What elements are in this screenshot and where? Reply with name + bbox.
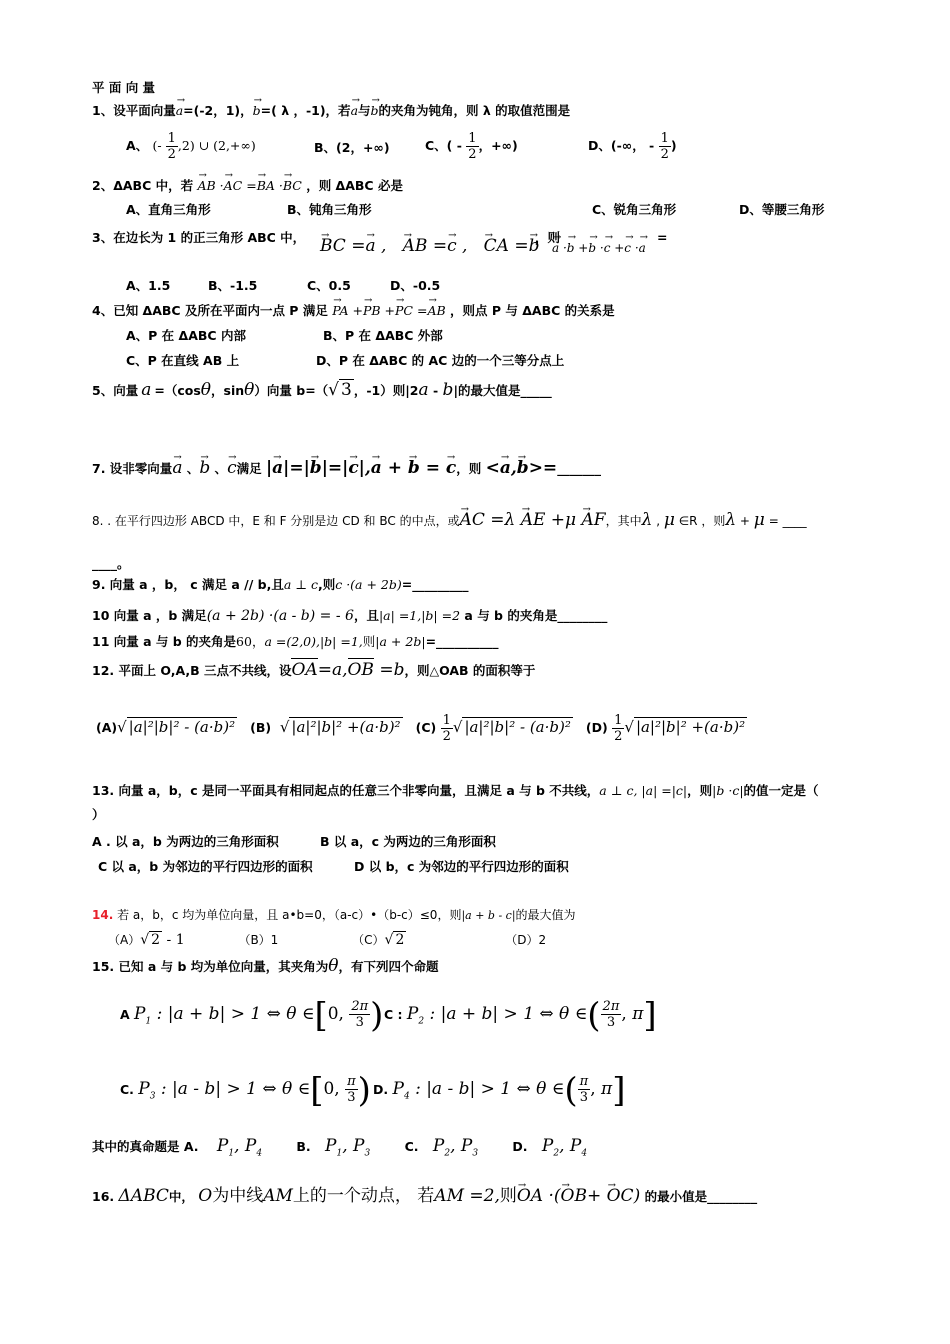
q11-text-end: =__________ [425,634,499,649]
question-10: 10 向量 a ，b 满足(a + 2b) ·(a - b) = - 6，且|a| =1,|b| =2 a 与 b 的夹角是________ [92,608,608,624]
q1-opt-d-label: D、(-∞， [588,138,645,153]
q1-opt-d-end: ) [670,138,677,153]
q14-opt-a: （A） [108,933,141,947]
q1-opt-a-formula: (- $\frac{1}{2}$ ,2) ∪ (2,+∞) [152,131,256,162]
q14-text: 若 a，b，c 均为单位向量，且 a•b=0，（a-c）•（b-c）≤0，则 [117,908,462,922]
q15-label-3: C. [120,1082,134,1097]
q13-text-end: 的值一定是（ [743,783,819,798]
q14-opt-b: （B）1 [238,933,279,947]
q7-text-d: _______ [557,461,601,476]
q2-option-c: C、锐角三角形 [592,202,677,217]
q1-option-d: D、(-∞， - $\frac{1}{2}$ ) [588,131,677,162]
q4-text: 4、已知 ΔABC 及所在平面内一点 P 满足 [92,303,328,318]
question-3: 3、在边长为 1 的正三角形 ABC 中， [92,230,306,245]
q13-continuation: ） [92,807,105,822]
question-12: 12. 平面上 O,A,B 三点不共线，设OA=a,OB =b，则△OAB 的面积等于 [92,660,536,680]
q3-then: ，则 [535,230,561,245]
q2-option-d: D、等腰三角形 [739,202,825,217]
question-9: 9. 向量 a ，b， c 满足 a // b,且a ⊥ c,则c ·(a + 2b)=_________ [92,577,469,592]
q15-answer-d: D. [512,1139,528,1154]
q4-option-d: D、P 在 ΔABC 的 AC 边的一个三等分点上 [316,353,565,368]
q5-text-a: 5、向量 [92,383,139,398]
question-4 [92,303,615,319]
q5-text-e: ，-1）则|2 [353,383,419,398]
q13-text: 13. 向量 a，b，c 是同一平面具有相同起点的任意三个非零向量，且满足 a 与 b 不共线， [92,783,600,798]
q2-formula: → AB ·→ AC =→ BA ·→ BC [197,178,301,193]
q2-text-end: ，则 ΔABC 必是 [306,178,403,193]
q16-text-e: 的最小值是________ [644,1189,758,1204]
q15-text-end: ，有下列四个命题 [338,959,439,974]
q14-text-end: 的最大值为 [515,908,576,922]
page-title: 平 面 向 量 [92,80,156,95]
question-14: 14. 若 a，b，c 均为单位向量，且 a•b=0，（a-c）•（b-c）≤0，则|a + b - c|的最大值为 [92,908,576,922]
q12-label-b: (B) [250,720,272,735]
question-1 [92,103,570,119]
q3-option-b: B、-1.5 [208,278,258,293]
q7-text-b: 满足 [236,461,262,476]
vector-a-symbol: → a [351,103,358,119]
q12-text: 12. 平面上 O,A,B 三点不共线，设 [92,663,292,678]
q1-option-b: B、(2，+∞) [314,140,390,155]
q1-option-c: C、( - $\frac{1}{2}$ ，+∞) [425,131,518,162]
q10-text-end: a 与 b 的夹角是________ [464,608,608,623]
q15-text: 15. 已知 a 与 b 均为单位向量，其夹角为 [92,959,329,974]
q15-proposition-2: C : $P_2$ : |a + b| > 1 ⇔ θ ∈( $\frac{2\pi}{3}$ , π] [384,995,657,1036]
q10-then: ，且 [353,608,379,623]
q2-text: 2、ΔABC 中，若 [92,178,194,193]
q1-text-b: =(-2，1)， [183,103,253,118]
q1-opt-a-label: A、 [126,138,149,153]
q12-label-a: (A) [96,720,118,735]
q4-option-c: C、P 在直线 AB 上 [126,353,240,368]
q7-text-a: 7. 设非零向量 [92,461,173,476]
q1-option-a [126,131,256,162]
q9-text-end: =_________ [401,577,469,592]
q1-text-c: =( λ ，-1)，若 [260,103,351,118]
q13-option-a: A . 以 a，b 为两边的三角形面积 [92,834,279,849]
q13-option-d: D 以 b，c 为邻边的平行四边形的面积 [354,859,569,874]
question-13: 13. 向量 a，b，c 是同一平面具有相同起点的任意三个非零向量，且满足 a 与 b 不共线，a ⊥ c, |a| =|c|，则|b ·c|的值一定是（ [92,783,819,798]
question-5: 5、向量 a =（cosθ，sinθ）向量 b=（√ 3 ，-1）则|2a - b|的最大值是_____ [92,380,552,400]
question-11: 11 向量 a 与 b 的夹角是60，a =(2,0),|b| =1,则|a + 2b|=__________ [92,634,499,649]
question-15: 15. 已知 a 与 b 均为单位向量，其夹角为θ，有下列四个命题 [92,956,439,976]
q12-label-c: (C) [415,720,437,735]
q15-label-1: A [120,1007,130,1022]
q3-option-a: A、1.5 [126,278,171,293]
q5-text-f: |的最大值是_____ [453,383,552,398]
q14-number: 14. [92,908,114,922]
q1-opt-c-label: C、( [425,138,453,153]
q3-expression: → a ·→ b +→ b ·→ c +→ c ·→ a [552,240,646,256]
q5-text-c: ，sin [211,383,245,398]
q14-options: （A）√ 2 - 1 （B）1 （C）√ 2 （D）2 [108,932,547,948]
q13-then: ，则 [687,783,713,798]
q12-label-d: (D) [585,720,608,735]
q16-text-b: 中， [168,1189,194,1204]
q8-text-c: ，则 [701,514,726,528]
question-2 [92,178,403,194]
q3-option-d: D、-0.5 [390,278,441,293]
question-16: 16. ΔABC中， O为中线AM上的一个动点， 若AM =2,则→ OA ·(→ OB+ → OC) 的最小值是________ [92,1188,757,1205]
q15-label-2: C : [384,1007,403,1022]
q15-answer-c: C. [404,1139,419,1154]
q9-then: ,则 [317,577,336,592]
q1-text-d: 与 [358,103,371,118]
q15-proposition-4: D. $P_4$ : |a - b| > 1 ⇔ θ ∈( $\frac{\pi}{3}$ , π] [373,1070,626,1111]
q4-option-b: B、P 在 ΔABC 外部 [323,328,443,343]
q3-option-c: C、0.5 [307,278,351,293]
question-8: 8. . 在平行四边形 ABCD 中，E 和 F 分别是边 CD 和 BC 的中点，或→ AC =λ → AE +μ → AF，其中λ , μ ∈R ，则λ + μ = ____ [92,512,807,529]
vector-b-symbol: → b [371,103,379,119]
q13-option-b: B 以 a，c 为两边的三角形面积 [320,834,496,849]
vector-b-symbol: → b [253,103,261,119]
q16-text: 16. [92,1189,115,1204]
q2-option-b: B、钝角三角形 [287,202,372,217]
q13-option-c: C 以 a，b 为邻边的平行四边形的面积 [98,859,313,874]
q8-text-b: ，其中 [605,514,642,528]
question-7: 7. 设非零向量→ a 、→ b 、→ c满足 |→ a|=|→ b|=|→ c|,→ a + → b = → c，则 <→ a,→ b>=_______ [92,460,601,477]
q8-continuation: ____。 [92,556,130,571]
q15-label-4: D. [373,1082,389,1097]
q8-text-d: = [768,514,779,528]
q14-opt-d: （D）2 [505,933,547,947]
q11-text: 11 向量 a 与 b 的夹角是 [92,634,237,649]
q8-text-a: 8. . 在平行四边形 ABCD 中，E 和 F 分别是边 CD 和 BC 的中点，或 [92,514,460,528]
q14-opt-c: （C） [352,933,385,947]
q5-text-b: =（cos [154,383,201,398]
q3-equals: = [657,230,668,245]
q1-text-e: 的夹角为钝角，则 λ 的取值范围是 [378,103,571,118]
q15-answer-b: B. [296,1139,311,1154]
q4-text-end: ，则点 P 与 ΔABC 的关系是 [450,303,615,318]
q7-text-c: ，则 [456,461,482,476]
q3-formula: → BC =→ a , → AB =→ c , → CA =→ b [320,238,540,255]
q5-text-d: ）向量 b=（ [254,383,329,398]
q16-text-d: 上的一个动点， 若 [292,1186,435,1206]
q1-opt-c-end: ，+∞) [478,138,518,153]
q4-formula: → PA +→ PB +→ PC =→ AB [332,303,445,318]
q15-proposition-3: C. $P_3$ : |a - b| > 1 ⇔ θ ∈[0, $\frac{\pi}{3}$ ) [120,1070,371,1111]
q16-text-c: 为中线 [212,1186,264,1206]
q12-options: (A)√ |a|²|b|² - (a·b)² (B) √ |a|²|b|² +(a·b)² (C) $\frac{1}{2}$ √ |a|²|b|² - (a·b)² (D) $\frac{1}{2}$ √ |a|²|b|² +(a·b)² [96,713,746,744]
q9-text: 9. 向量 a ，b， c 满足 a // b,且 [92,577,284,592]
q1-text-a: 1、设平面向量 [92,103,176,118]
q10-text: 10 向量 a ，b 满足 [92,608,207,623]
q15-answer-options: 其中的真命题是 A. $P_1$, $P_4$ B. $P_1$, $P_3$ C. $P_2$, $P_3$ D. $P_2$, $P_4$ [92,1136,588,1159]
q15-answer-text: 其中的真命题是 A. [92,1139,199,1154]
q2-option-a: A、直角三角形 [126,202,211,217]
vector-a-symbol: → a [176,103,183,119]
q4-option-a: A、P 在 ΔABC 内部 [126,328,246,343]
q15-proposition-1: A $P_1$ : |a + b| > 1 ⇔ θ ∈[0, $\frac{2\pi}{3}$ ) [120,995,384,1036]
q12-text-end: ，则△OAB 的面积等于 [404,663,536,678]
